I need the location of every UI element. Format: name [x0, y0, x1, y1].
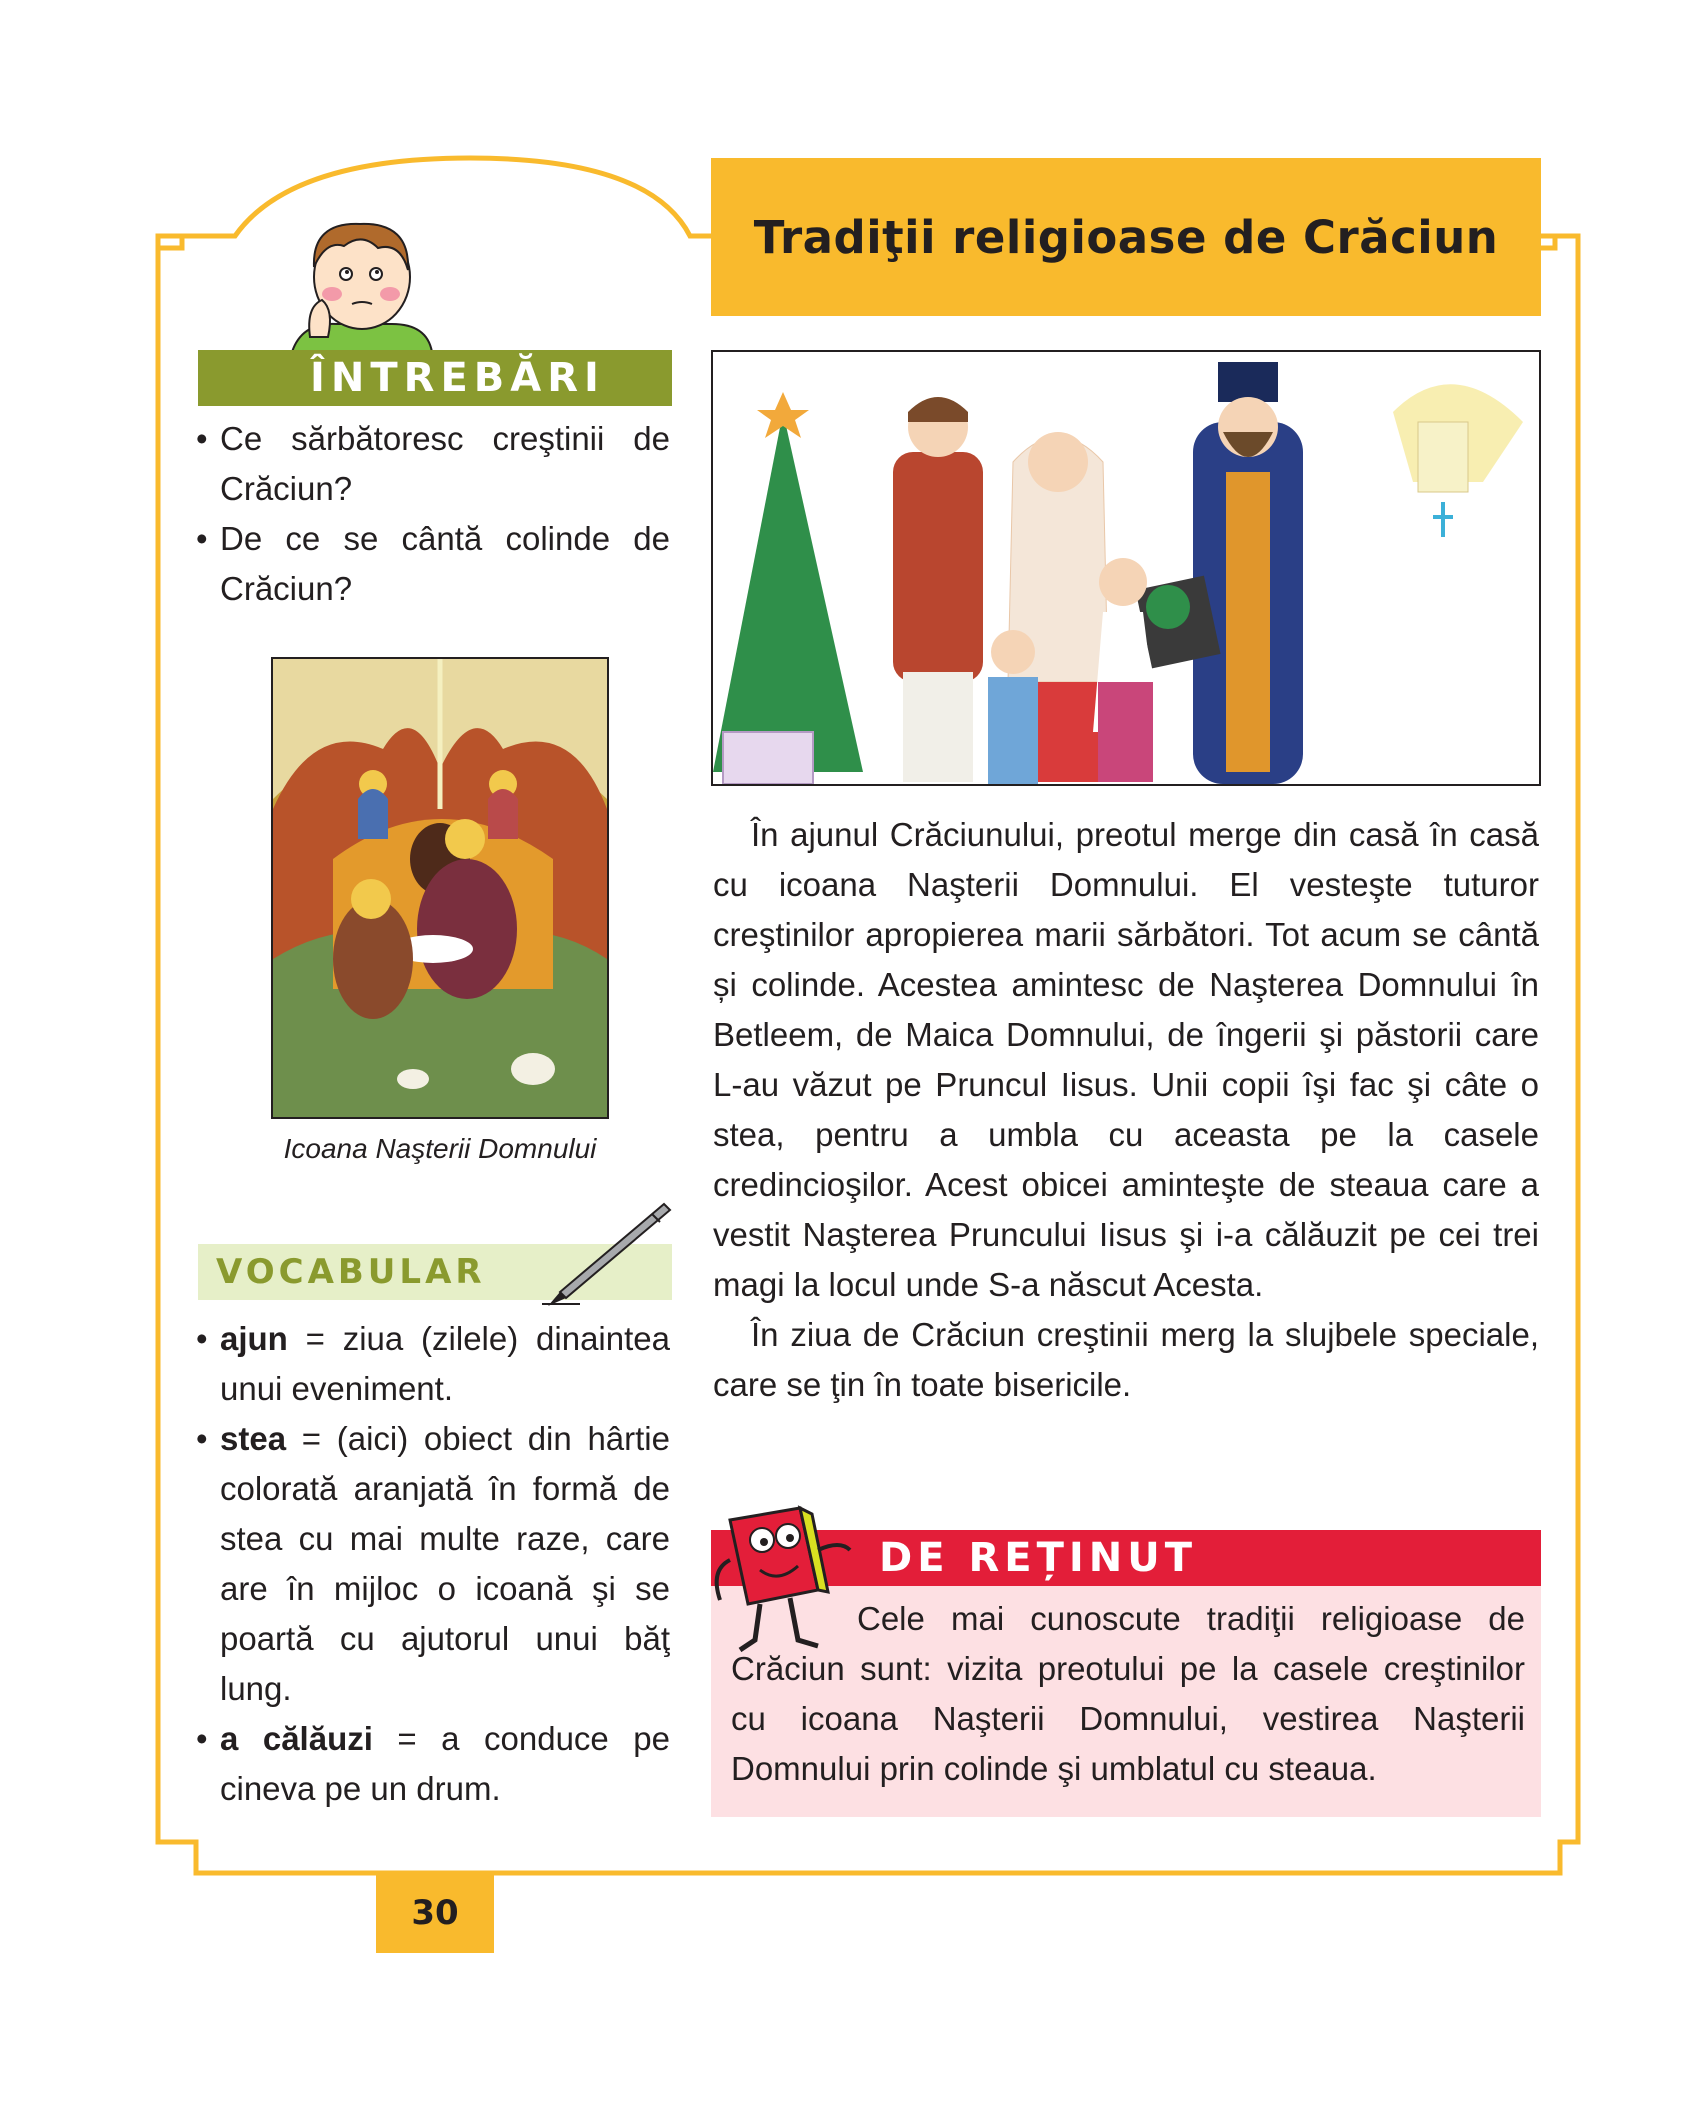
- vocabulary-definition: = a conduce pe cineva pe un drum.: [220, 1720, 670, 1807]
- main-paragraph: În ajunul Crăciunului, preotul merge din casă în casă cu icoana Naşterii Domnului. El vesteşte tuturor creştinilor apropierea marii sărbători. Tot acum se cântă și colinde. Acestea amintesc de Naşterea Domnului în Betleem, de Maica Domnului, de îngerii şi păstorii care L-au văzut pe Pruncul Iisus. Unii copii îşi fac şi câte o stea, pentru a umbla cu aceasta pe la casele credincioşilor. Acest obicei aminteşte de steaua care a vestit Naşterea Pruncului Iisus şi i-a călăuzit pe cei trei magi la locul unde S-a născut Acesta.: [713, 816, 1539, 1303]
- vocabulary-definition: = (aici) obiect din hârtie colorată aranjată în formă de stea cu mai multe raze, care are în mijloc o icoană şi se poartă cu ajutorul unui băţ lung.: [220, 1420, 670, 1707]
- questions-list: [196, 414, 670, 614]
- vocabulary-term: ajun: [220, 1320, 288, 1357]
- title-banner: [711, 158, 1541, 316]
- main-text: [713, 810, 1539, 1410]
- vocabulary-item: [196, 1414, 670, 1714]
- christmas-scene-illustration: [711, 350, 1541, 786]
- questions-heading: ÎNTREBĂRI: [198, 350, 672, 406]
- question-item: • De ce se cântă colinde de Crăciun?: [196, 514, 670, 614]
- vocabulary-item: [196, 1714, 670, 1814]
- question-item: • Ce sărbătoresc creştinii de Crăciun?: [196, 414, 670, 514]
- page-title: Tradiţii religioase de Crăciun: [753, 210, 1499, 264]
- vocabulary-term: stea: [220, 1420, 287, 1457]
- retinut-heading: DE REȚINUT: [711, 1530, 1541, 1586]
- main-paragraph: În ziua de Crăciun creştinii merg la slujbele speciale, care se ţin în toate bisericile.: [713, 1316, 1539, 1403]
- retinut-text: Cele mai cunoscute tradiţii religioase de Crăciun sunt: vizita preotului pe la casele creştinilor cu icoana Naşterii Domnului, vestirea Naşterii Domnului prin colinde şi umblatul cu steaua.: [731, 1600, 1525, 1787]
- vocabulary-definition: = ziua (zilele) dinaintea unui eveniment.: [220, 1320, 670, 1407]
- thinking-kid-illustration: [282, 212, 437, 352]
- vocabulary-item: [196, 1314, 670, 1414]
- vocabulary-heading: VOCABULAR: [198, 1244, 672, 1300]
- vocabulary-term: a călăuzi: [220, 1720, 373, 1757]
- page-number: 30: [376, 1873, 494, 1953]
- nativity-icon-image: [271, 657, 609, 1119]
- pen-icon: [540, 1200, 680, 1310]
- icon-caption: Icoana Naşterii Domnului: [283, 1133, 597, 1164]
- vocabulary-list: [196, 1314, 670, 1814]
